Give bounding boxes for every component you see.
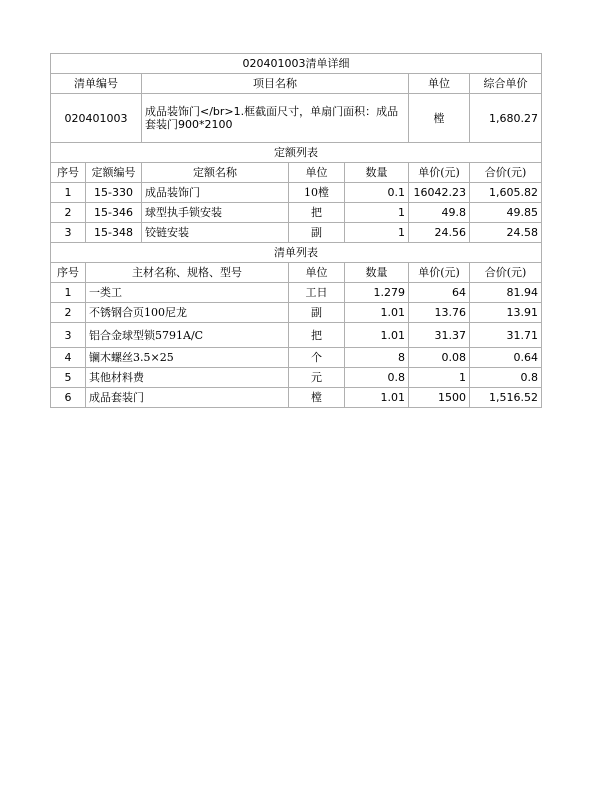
row-no: 2 bbox=[51, 303, 86, 323]
table-row bbox=[51, 368, 542, 388]
summary-header-price: 综合单价 bbox=[470, 74, 542, 94]
row-price: 1500 bbox=[409, 388, 470, 408]
row-unit: 副 bbox=[289, 223, 345, 243]
row-total: 81.94 bbox=[470, 283, 542, 303]
row-price: 1 bbox=[409, 368, 470, 388]
materials-section-title: 清单列表 bbox=[51, 243, 542, 263]
table-row bbox=[51, 323, 542, 348]
row-total: 0.8 bbox=[470, 368, 542, 388]
row-no: 4 bbox=[51, 348, 86, 368]
quota-header-name: 定额名称 bbox=[142, 163, 289, 183]
quota-section-title: 定额列表 bbox=[51, 143, 542, 163]
row-unit: 工日 bbox=[289, 283, 345, 303]
row-no: 2 bbox=[51, 203, 86, 223]
row-qty: 1.01 bbox=[345, 303, 409, 323]
summary-header-code: 清单编号 bbox=[51, 74, 142, 94]
row-no: 1 bbox=[51, 183, 86, 203]
materials-section-row bbox=[51, 243, 542, 263]
row-no: 3 bbox=[51, 323, 86, 348]
table-row bbox=[51, 203, 542, 223]
table-row bbox=[51, 183, 542, 203]
row-code: 15-330 bbox=[86, 183, 142, 203]
table-row bbox=[51, 388, 542, 408]
item-name: 成品装饰门</br>1.框截面尺寸，单扇门面积：成品套装门900*2100 bbox=[142, 94, 409, 143]
quota-header-total: 合价(元) bbox=[470, 163, 542, 183]
page-title: 020401003清单详细 bbox=[51, 54, 542, 74]
title-row bbox=[51, 54, 542, 74]
row-name: 铰链安装 bbox=[142, 223, 289, 243]
table-row bbox=[51, 348, 542, 368]
materials-header-total: 合价(元) bbox=[470, 263, 542, 283]
row-price: 49.8 bbox=[409, 203, 470, 223]
row-name: 球型执手锁安装 bbox=[142, 203, 289, 223]
row-unit: 副 bbox=[289, 303, 345, 323]
row-name: 一类工 bbox=[86, 283, 289, 303]
row-unit: 把 bbox=[289, 323, 345, 348]
materials-header-unit: 单位 bbox=[289, 263, 345, 283]
row-code: 15-346 bbox=[86, 203, 142, 223]
materials-header-name: 主材名称、规格、型号 bbox=[86, 263, 289, 283]
item-unit: 樘 bbox=[409, 94, 470, 143]
quota-header-price: 单价(元) bbox=[409, 163, 470, 183]
row-price: 31.37 bbox=[409, 323, 470, 348]
summary-header-name: 项目名称 bbox=[142, 74, 409, 94]
row-no: 3 bbox=[51, 223, 86, 243]
row-qty: 8 bbox=[345, 348, 409, 368]
row-qty: 0.1 bbox=[345, 183, 409, 203]
summary-row bbox=[51, 94, 542, 143]
quota-header-row bbox=[51, 163, 542, 183]
quota-header-no: 序号 bbox=[51, 163, 86, 183]
row-qty: 1 bbox=[345, 223, 409, 243]
row-name: 成品装饰门 bbox=[142, 183, 289, 203]
quota-header-code: 定额编号 bbox=[86, 163, 142, 183]
row-qty: 0.8 bbox=[345, 368, 409, 388]
row-price: 13.76 bbox=[409, 303, 470, 323]
row-total: 49.85 bbox=[470, 203, 542, 223]
row-total: 1,605.82 bbox=[470, 183, 542, 203]
bill-detail-table bbox=[50, 53, 542, 408]
row-total: 1,516.52 bbox=[470, 388, 542, 408]
materials-header-qty: 数量 bbox=[345, 263, 409, 283]
row-unit: 元 bbox=[289, 368, 345, 388]
row-no: 1 bbox=[51, 283, 86, 303]
row-total: 13.91 bbox=[470, 303, 542, 323]
row-qty: 1.01 bbox=[345, 388, 409, 408]
materials-header-price: 单价(元) bbox=[409, 263, 470, 283]
row-total: 31.71 bbox=[470, 323, 542, 348]
quota-header-qty: 数量 bbox=[345, 163, 409, 183]
quota-section-row bbox=[51, 143, 542, 163]
row-price: 24.56 bbox=[409, 223, 470, 243]
row-total: 0.64 bbox=[470, 348, 542, 368]
row-qty: 1.01 bbox=[345, 323, 409, 348]
row-name: 其他材料费 bbox=[86, 368, 289, 388]
summary-header-unit: 单位 bbox=[409, 74, 470, 94]
row-no: 5 bbox=[51, 368, 86, 388]
materials-header-row bbox=[51, 263, 542, 283]
row-name: 镧木螺丝3.5×25 bbox=[86, 348, 289, 368]
row-unit: 把 bbox=[289, 203, 345, 223]
row-code: 15-348 bbox=[86, 223, 142, 243]
quota-header-unit: 单位 bbox=[289, 163, 345, 183]
row-unit: 樘 bbox=[289, 388, 345, 408]
row-no: 6 bbox=[51, 388, 86, 408]
table-row bbox=[51, 303, 542, 323]
row-name: 铝合金球型锁5791A/C bbox=[86, 323, 289, 348]
table-row bbox=[51, 283, 542, 303]
row-price: 64 bbox=[409, 283, 470, 303]
row-unit: 10樘 bbox=[289, 183, 345, 203]
row-total: 24.58 bbox=[470, 223, 542, 243]
bill-code: 020401003 bbox=[51, 94, 142, 143]
materials-header-no: 序号 bbox=[51, 263, 86, 283]
row-qty: 1.279 bbox=[345, 283, 409, 303]
row-price: 16042.23 bbox=[409, 183, 470, 203]
item-price: 1,680.27 bbox=[470, 94, 542, 143]
table-row bbox=[51, 223, 542, 243]
row-qty: 1 bbox=[345, 203, 409, 223]
row-name: 不锈钢合页100尼龙 bbox=[86, 303, 289, 323]
row-price: 0.08 bbox=[409, 348, 470, 368]
row-unit: 个 bbox=[289, 348, 345, 368]
row-name: 成品套装门 bbox=[86, 388, 289, 408]
summary-header-row bbox=[51, 74, 542, 94]
